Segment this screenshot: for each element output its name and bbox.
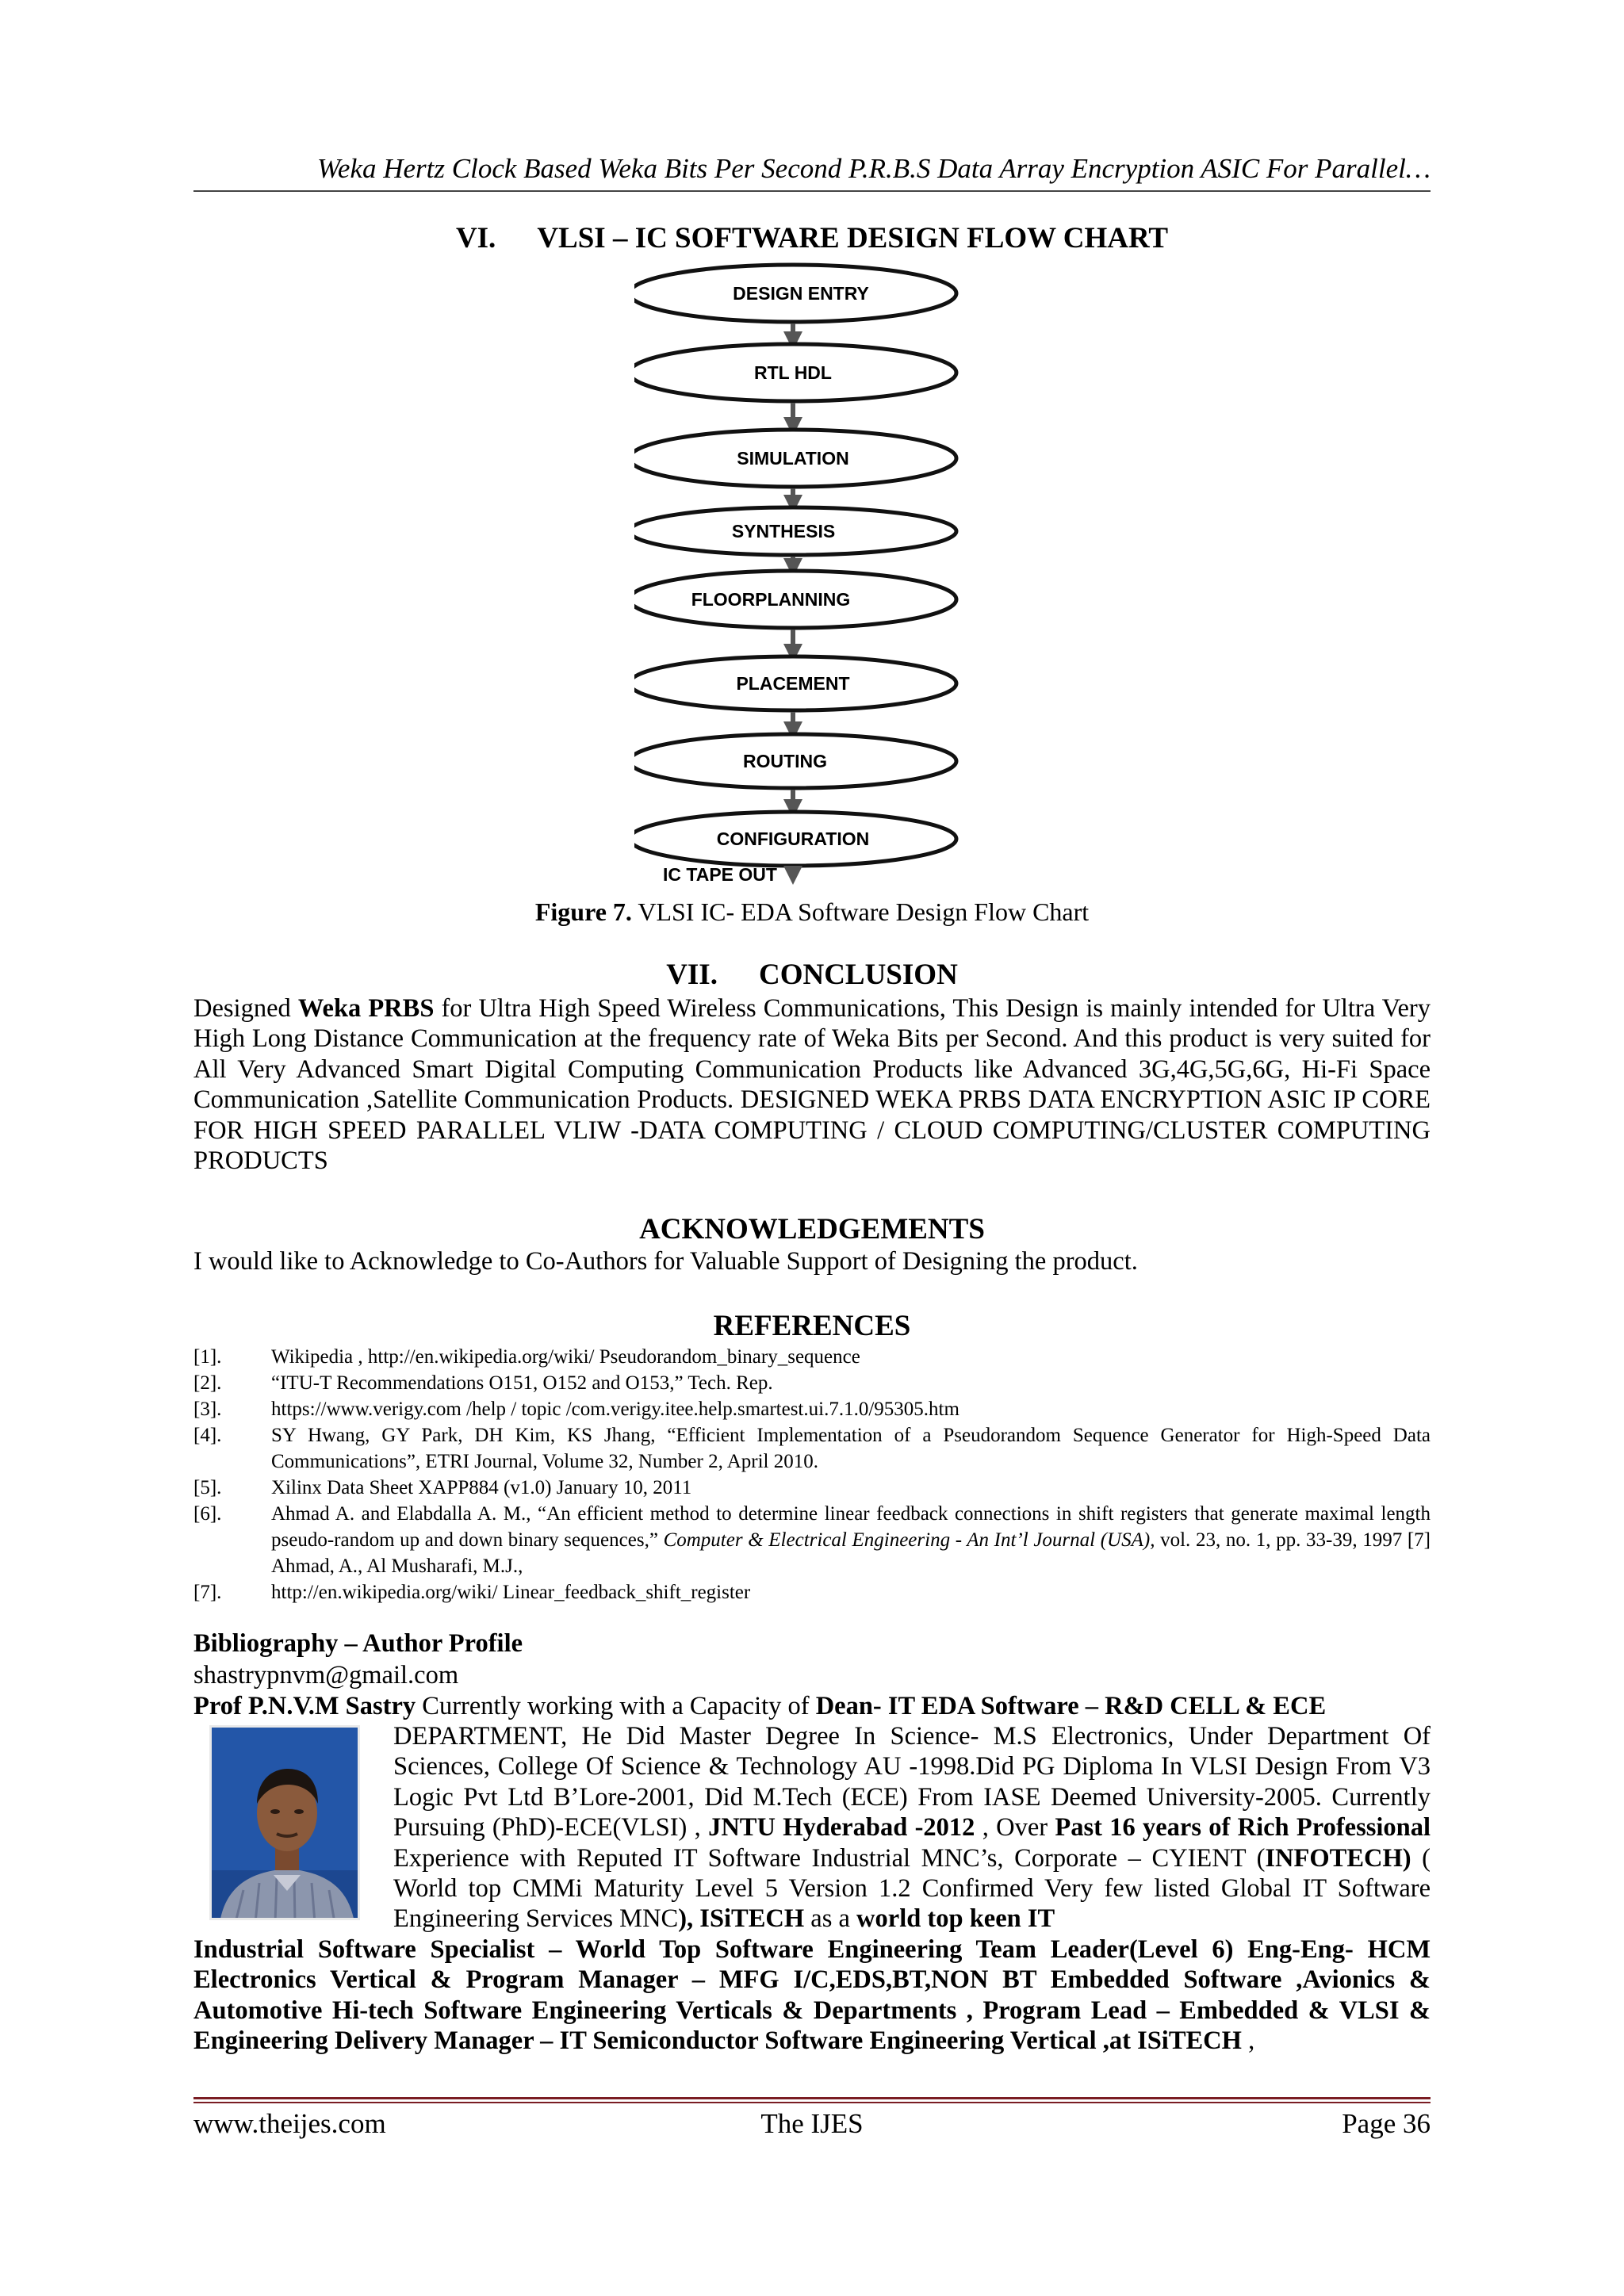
bio-heading: Bibliography – Author Profile [193, 1629, 523, 1658]
flow-stage-label: DESIGN ENTRY [733, 283, 869, 304]
author-photo [209, 1725, 360, 1920]
reference-list [193, 1344, 1431, 1605]
section-6-heading [193, 220, 1431, 257]
tape-out-label: IC TAPE OUT [663, 864, 777, 885]
flow-stage-label: SYNTHESIS [731, 521, 836, 541]
reference-item: [6]. Ahmad A. and Elabdalla A. M., “An efficient method to determine linear feedback connections in shift registers that generate maximal length pseudo-random up and down binary sequences,” Computer & Electrical Engineering - An Int’l Journal (USA), vol. 23, no. 1, pp. 33-39, 1997 [7] Ahmad, A., Al Musharafi, M.J., [193, 1503, 1431, 1577]
journal-name: The IJES [760, 2108, 864, 2139]
reference-item: [2]. “ITU-T Recommendations O151, O152 and O153,” Tech. Rep. [193, 1372, 773, 1394]
flow-stage-label: CONFIGURATION [716, 828, 870, 849]
author-email: shastrypnvm@gmail.com [193, 1661, 459, 1689]
reference-item: [3]. https://www.verigy.com /help / topic /com.verigy.itee.help.smartest.ui.7.1.0/95305.htm [193, 1399, 959, 1420]
section-7-number: VII. [666, 959, 718, 991]
flow-stage-label: PLACEMENT [736, 673, 850, 694]
footer-rule [193, 2097, 1431, 2099]
figure-caption [193, 896, 1431, 928]
flow-stage-label: ROUTING [742, 751, 828, 771]
section-6-number: VI. [455, 222, 496, 254]
bio-paragraph-right: DEPARTMENT, He Did Master Degree In Science- M.S Electronics, Under Department Of Sciences, College Of Science & Technology AU -1998.Did PG Diploma In VLSI Design From V3 Logic Pvt Ltd B’Lore-2001, Did M.Tech (ECE) From IASE Deemed University-2005. Currently Pursuing (PhD)-ECE(VLSI) , JNTU Hyderabad -2012 , Over Past 16 years of Rich Professional Experience with Reputed IT Software Industrial MNC’s, Corporate – CYIENT (INFOTECH) ( World top CMMi Maturity Level 5 Version 1.2 Confirmed Very few listed Global IT Software Engineering Services MNC), ISiTECH as a world top keen IT [393, 1722, 1431, 1934]
conclusion-paragraph [193, 993, 1431, 1176]
flow-stage-label: FLOORPLANNING [691, 589, 851, 610]
flow-chart [634, 262, 983, 896]
bio-paragraph-bottom: Industrial Software Specialist – World Top Software Engineering Team Leader(Level 6) Eng-Eng- HCM Electronics Vertical & Program Manager – MFG I/C,EDS,BT,NON BT Embedded Software ,Avionics & Automotive Hi-tech Software Engineering Verticals & Departments , Program Lead – Embedded & VLSI & Engineering Delivery Manager – IT Semiconductor Software Engineering Vertical ,at ISiTECH , [193, 1935, 1431, 2056]
reference-item: [7]. http://en.wikipedia.org/wiki/ Linear_feedback_shift_register [193, 1582, 751, 1603]
bio-intro-line: Prof P.N.V.M Sastry Currently working with a Capacity of Dean- IT EDA Software – R&D CELL & ECE [193, 1692, 1327, 1720]
acknowledgements-heading: ACKNOWLEDGEMENTS [639, 1213, 985, 1246]
author-title: Dean- IT EDA Software – R&D CELL & ECE [815, 1692, 1327, 1720]
running-head: Weka Hertz Clock Based Weka Bits Per Second P.R.B.S Data Array Encryption ASIC For Parallel… [316, 153, 1431, 184]
references-heading: REFERENCES [713, 1310, 911, 1342]
journal-url: www.theijes.com [193, 2108, 386, 2139]
acknowledgements-text: I would like to Acknowledge to Co-Authors for Valuable Support of Designing the product. [193, 1247, 1138, 1276]
page-footer [193, 2106, 1431, 2142]
reference-item: [4]. SY Hwang, GY Park, DH Kim, KS Jhang, “Efficient Implementation of a Pseudorandom Sequence Generator for High-Speed Data Communications”, ETRI Journal, Volume 32, Number 2, April 2010. [193, 1425, 1431, 1472]
footer-rule [193, 2102, 1431, 2103]
figure-label: Figure 7. [534, 897, 632, 926]
conclusion-bold-term: Weka PRBS [297, 994, 435, 1023]
flow-stage-label: RTL HDL [754, 362, 832, 383]
header-rule [193, 190, 1431, 192]
page-number: Page 36 [1342, 2108, 1431, 2139]
reference-item: [5]. Xilinx Data Sheet XAPP884 (v1.0) January 10, 2011 [193, 1477, 692, 1498]
conclusion-text-rest: for Ultra High Speed Wireless Communications, This Design is mainly intended for Ultra Very High Long Distance Communication at the frequency rate of Weka Bits per Second. And this product is very suited for All Very Advanced Smart Digital Computing Communication Products like Advanced 3G,4G,5G,6G, Hi-Fi Space Communication ,Satellite Communication Products. DESIGNED WEKA PRBS DATA ENCRYPTION ASIC IP CORE FOR HIGH SPEED PARALLEL VLIW -DATA COMPUTING / CLOUD COMPUTING/CLUSTER COMPUTING PRODUCTS [193, 994, 1431, 1176]
author-name: Prof P.N.V.M Sastry [193, 1692, 416, 1720]
section-6-title: VLSI – IC SOFTWARE DESIGN FLOW CHART [537, 222, 1169, 254]
section-7-heading [193, 957, 1431, 993]
section-7-title: CONCLUSION [758, 959, 958, 991]
figure-caption-text: VLSI IC- EDA Software Design Flow Chart [631, 897, 1090, 926]
flow-stage-label: SIMULATION [737, 448, 849, 469]
conclusion-text-start: Designed [193, 994, 298, 1023]
reference-item: [1]. Wikipedia , http://en.wikipedia.org/wiki/ Pseudorandom_binary_sequence [193, 1346, 860, 1368]
